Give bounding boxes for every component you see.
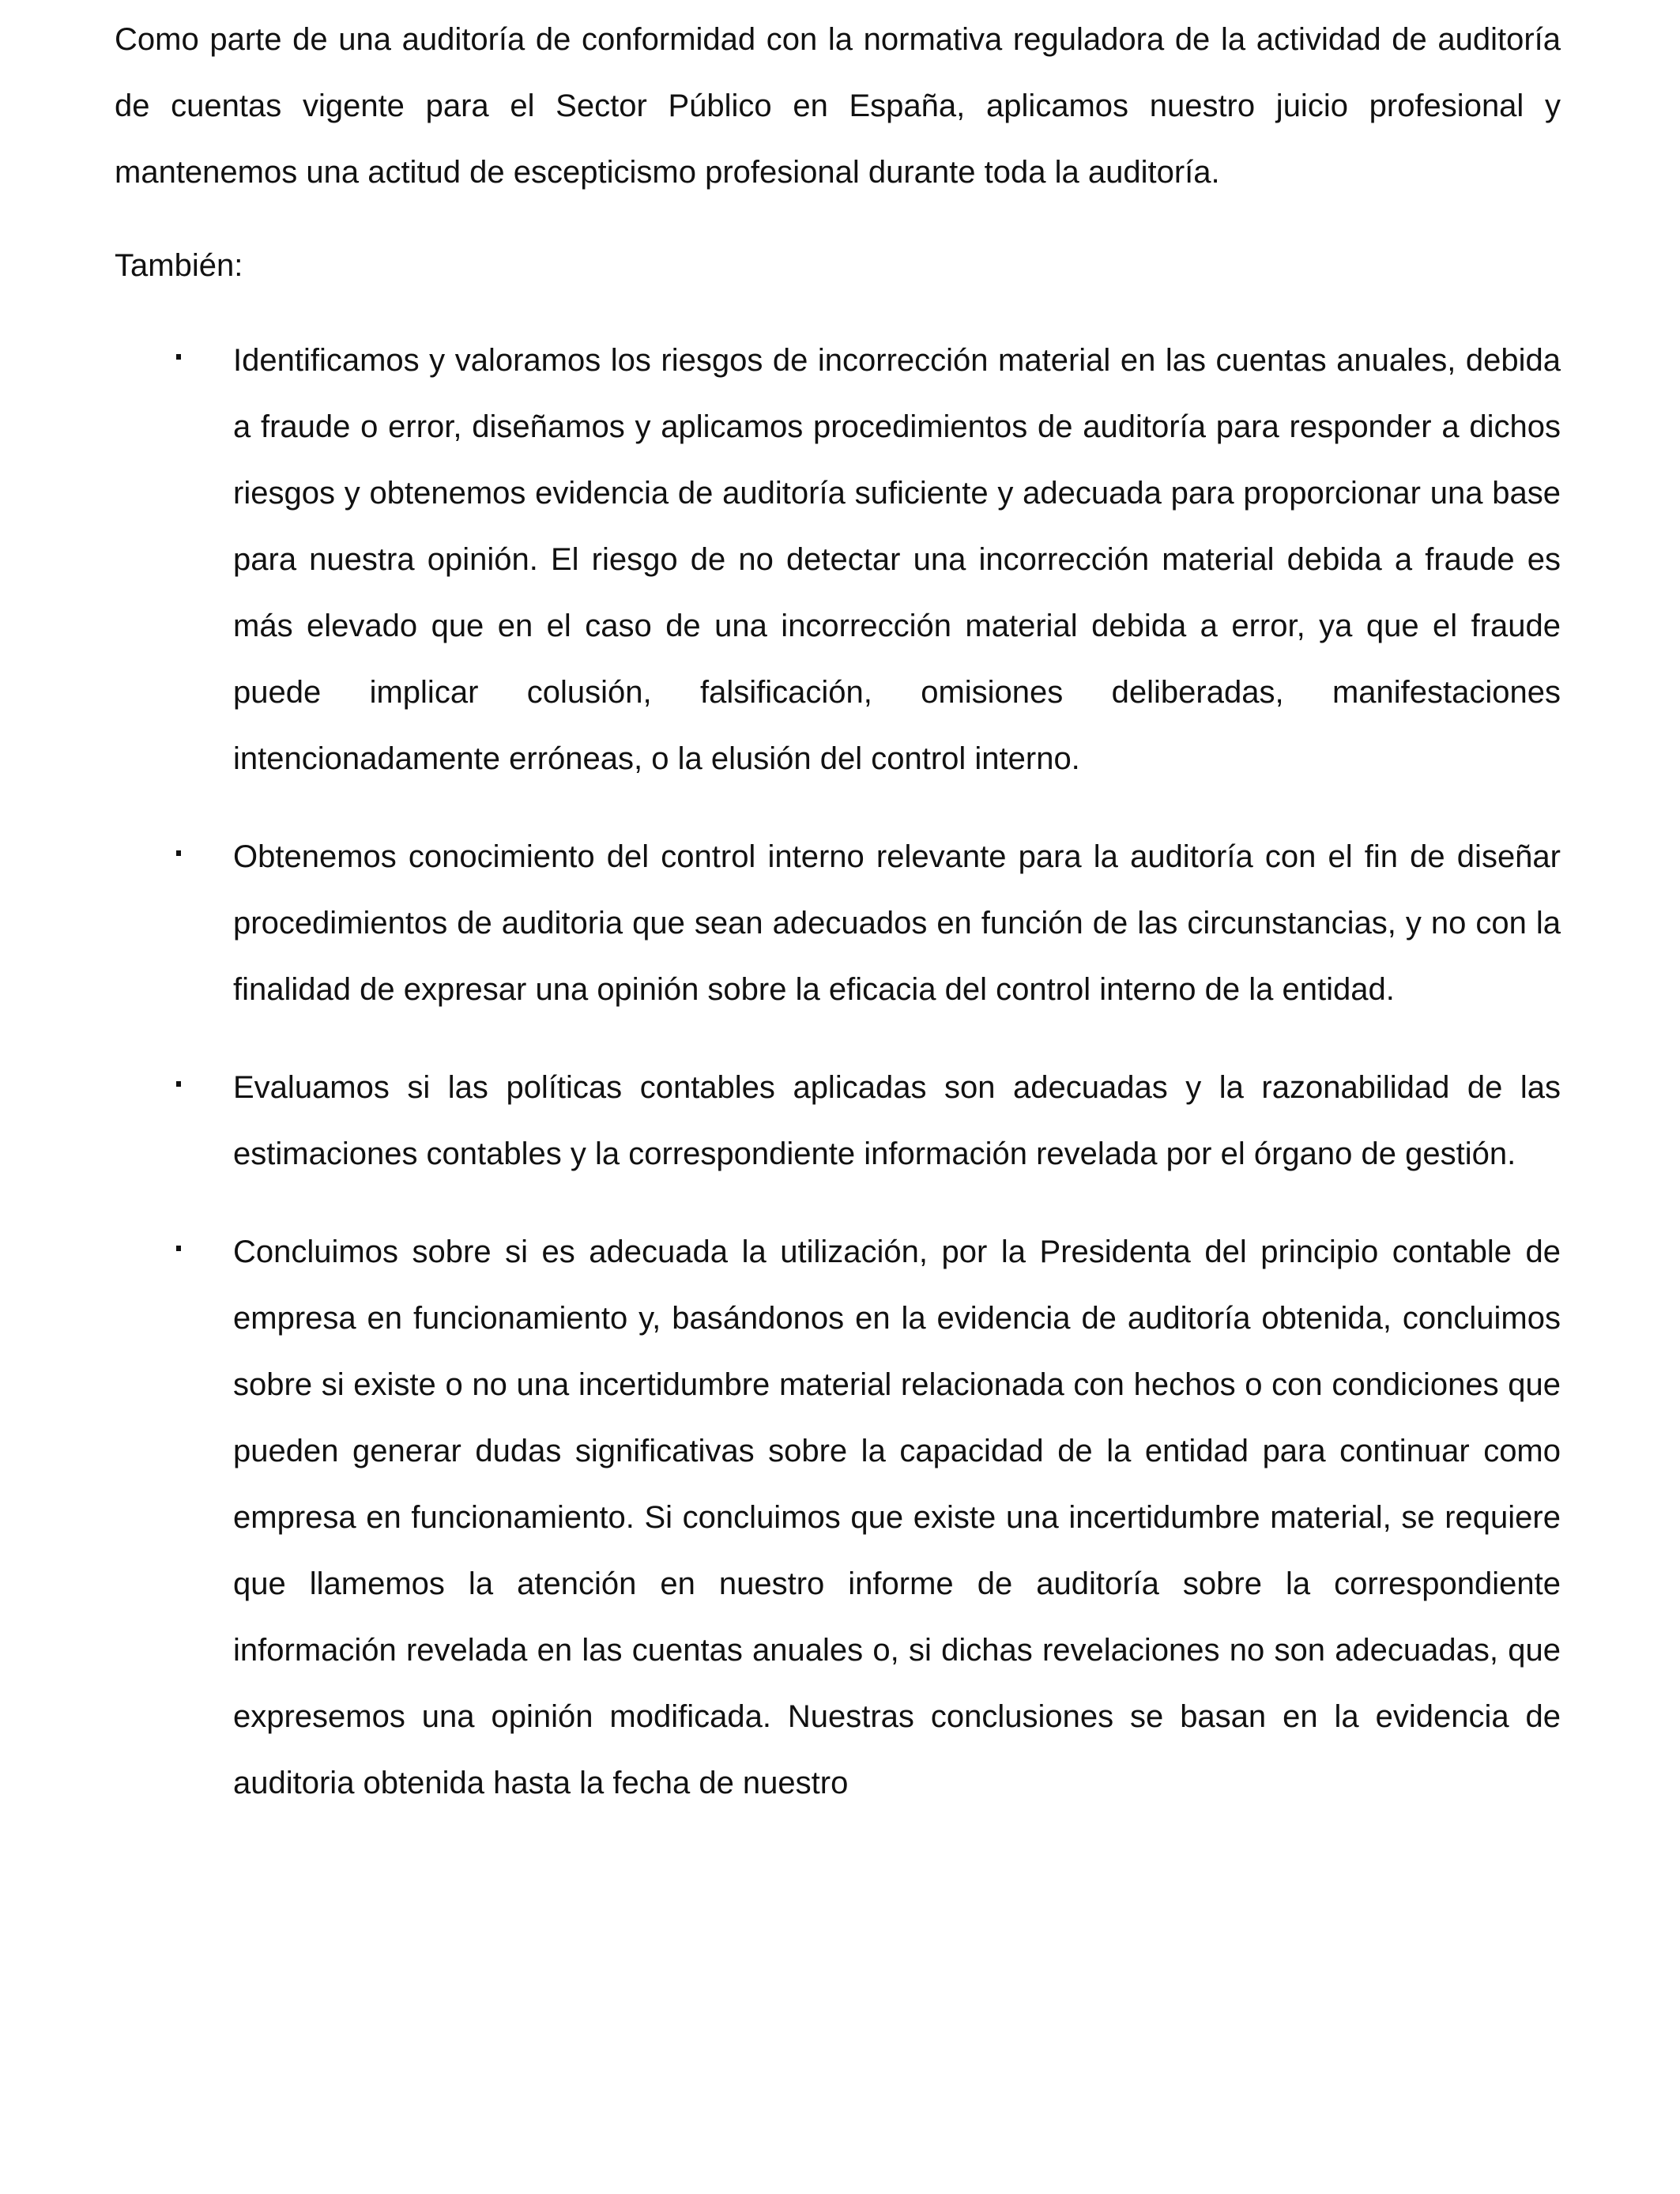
bullet-icon bbox=[176, 850, 181, 856]
intro-paragraph: Como parte de una auditoría de conformidad con la normativa reguladora de la actividad de auditoría de cuentas vigente para el Sector Público en España, aplicamos nuestro juicio profesional y mantenemos una actitud de escepticismo profesional durante toda la auditoría. bbox=[115, 22, 1561, 190]
list-item bbox=[115, 824, 1561, 1023]
list-item bbox=[115, 1219, 1561, 1816]
bullet-icon bbox=[176, 354, 181, 360]
document-content bbox=[115, 6, 1561, 1848]
bullet-icon bbox=[176, 1246, 181, 1251]
bullet-list bbox=[115, 327, 1561, 1816]
bullet-text: Evaluamos si las políticas contables aplicadas son adecuadas y la razonabilidad de las estimaciones contables y la correspondiente información revelada por el órgano de gestión. bbox=[233, 1070, 1561, 1171]
bullet-text: Concluimos sobre si es adecuada la utilización, por la Presidenta del principio contable de empresa en funcionamiento y, basándonos en la evidencia de auditoría obtenida, concluimos sobre si existe o no una incertidumbre material relacionada con hechos o con condiciones que pueden generar dudas significativas sobre la capacidad de la entidad para continuar como empresa en funcionamiento. Si concluimos que existe una incertidumbre material, se requiere que llamemos la atención en nuestro informe de auditoría sobre la correspondiente información revelada en las cuentas anuales o, si dichas revelaciones no son adecuadas, que expresemos una opinión modificada. Nuestras conclusiones se basan en la evidencia de auditoria obtenida hasta la fecha de nuestro bbox=[233, 1235, 1561, 1800]
bullet-text: Identificamos y valoramos los riesgos de incorrección material en las cuentas anuales, debida a fraude o error, diseñamos y aplicamos procedimientos de auditoría para responder a dichos riesgos y obtenemos evidencia de auditoría suficiente y adecuada para proporcionar una base para nuestra opinión. El riesgo de no detectar una incorrección material debida a fraude es más elevado que en el caso de una incorrección material debida a error, ya que el fraude puede implicar colusión, falsificación, omisiones deliberadas, manifestaciones intencionadamente erróneas, o la elusión del control interno. bbox=[233, 343, 1561, 776]
list-item bbox=[115, 1054, 1561, 1187]
bullet-text: Obtenemos conocimiento del control interno relevante para la auditoría con el fin de diseñar procedimientos de auditoria que sean adecuados en función de las circunstancias, y no con la finalidad de expresar una opinión sobre la eficacia del control interno de la entidad. bbox=[233, 839, 1561, 1007]
list-item bbox=[115, 327, 1561, 792]
bullet-icon bbox=[176, 1081, 181, 1087]
section-heading: También: bbox=[115, 248, 243, 283]
